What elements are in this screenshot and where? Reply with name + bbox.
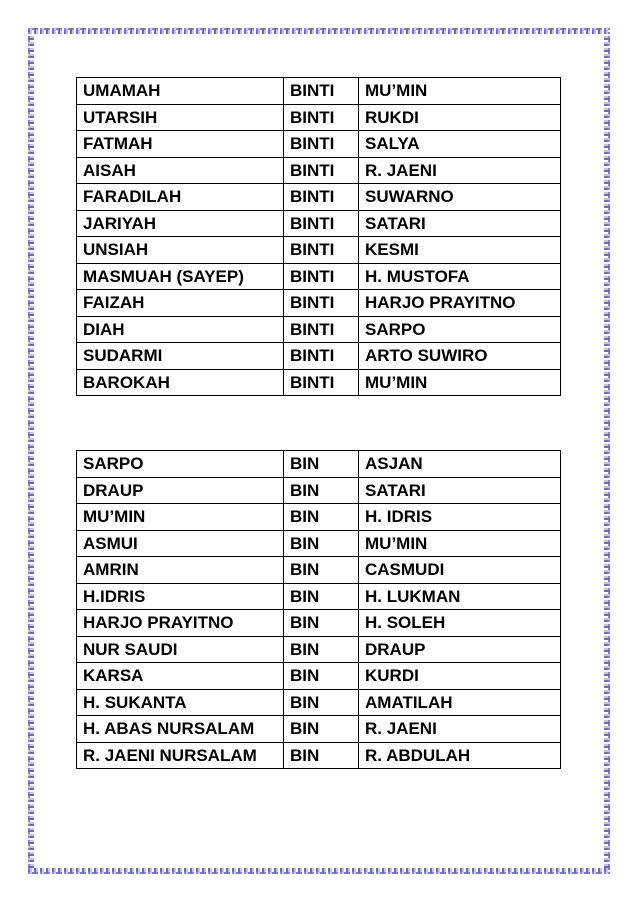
relation-cell: BINTI [284,343,359,370]
person-name-cell: UTARSIH [77,104,284,131]
person-name-cell: DRAUP [77,477,284,504]
parent-name-cell: SUWARNO [359,184,561,211]
parent-name-cell: H. SOLEH [359,610,561,637]
table-row [77,290,561,317]
relation-cell: BINTI [284,131,359,158]
relation-cell: BINTI [284,263,359,290]
person-name-cell: FATMAH [77,131,284,158]
relation-cell: BIN [284,636,359,663]
table-row [77,343,561,370]
parent-name-cell: SATARI [359,477,561,504]
person-name-cell: HARJO PRAYITNO [77,610,284,637]
relation-cell: BIN [284,742,359,769]
relation-cell: BIN [284,663,359,690]
relation-cell: BIN [284,716,359,743]
person-name-cell: SUDARMI [77,343,284,370]
person-name-cell: SARPO [77,451,284,478]
bin-table-body [77,451,561,769]
table-row [77,557,561,584]
person-name-cell: MASMUAH (SAYEP) [77,263,284,290]
table-row [77,184,561,211]
binti-table-body [77,78,561,396]
table-row [77,477,561,504]
parent-name-cell: H. MUSTOFA [359,263,561,290]
parent-name-cell: ASJAN [359,451,561,478]
table-row [77,131,561,158]
parent-name-cell: SATARI [359,210,561,237]
relation-cell: BIN [284,477,359,504]
person-name-cell: NUR SAUDI [77,636,284,663]
person-name-cell: UMAMAH [77,78,284,105]
parent-name-cell: H. LUKMAN [359,583,561,610]
person-name-cell: BAROKAH [77,369,284,396]
parent-name-cell: R. ABDULAH [359,742,561,769]
relation-cell: BIN [284,583,359,610]
parent-name-cell: MU’MIN [359,369,561,396]
table-row [77,369,561,396]
relation-cell: BIN [284,610,359,637]
person-name-cell: H. SUKANTA [77,689,284,716]
person-name-cell: H.IDRIS [77,583,284,610]
table-row [77,663,561,690]
parent-name-cell: R. JAENI [359,157,561,184]
table-row [77,451,561,478]
person-name-cell: AISAH [77,157,284,184]
table-row [77,316,561,343]
person-name-cell: AMRIN [77,557,284,584]
person-name-cell: UNSIAH [77,237,284,264]
parent-name-cell: H. IDRIS [359,504,561,531]
relation-cell: BIN [284,689,359,716]
table-row [77,78,561,105]
relation-cell: BINTI [284,104,359,131]
relation-cell: BIN [284,557,359,584]
table-row [77,104,561,131]
parent-name-cell: MU’MIN [359,530,561,557]
person-name-cell: FARADILAH [77,184,284,211]
person-name-cell: JARIYAH [77,210,284,237]
parent-name-cell: SALYA [359,131,561,158]
person-name-cell: ASMUI [77,530,284,557]
table-row [77,610,561,637]
person-name-cell: FAIZAH [77,290,284,317]
table-row [77,530,561,557]
parent-name-cell: ARTO SUWIRO [359,343,561,370]
parent-name-cell: DRAUP [359,636,561,663]
parent-name-cell: KURDI [359,663,561,690]
table-row [77,636,561,663]
parent-name-cell: R. JAENI [359,716,561,743]
person-name-cell: KARSA [77,663,284,690]
parent-name-cell: RUKDI [359,104,561,131]
relation-cell: BINTI [284,157,359,184]
table-row [77,157,561,184]
binti-table [76,77,561,396]
relation-cell: BIN [284,504,359,531]
table-row [77,210,561,237]
table-row [77,583,561,610]
parent-name-cell: HARJO PRAYITNO [359,290,561,317]
relation-cell: BINTI [284,210,359,237]
person-name-cell: MU’MIN [77,504,284,531]
relation-cell: BINTI [284,316,359,343]
relation-cell: BIN [284,530,359,557]
relation-cell: BINTI [284,237,359,264]
parent-name-cell: KESMI [359,237,561,264]
relation-cell: BINTI [284,78,359,105]
bin-table [76,450,561,769]
table-row [77,504,561,531]
person-name-cell: R. JAENI NURSALAM [77,742,284,769]
person-name-cell: DIAH [77,316,284,343]
parent-name-cell: AMATILAH [359,689,561,716]
parent-name-cell: CASMUDI [359,557,561,584]
relation-cell: BIN [284,451,359,478]
relation-cell: BINTI [284,290,359,317]
relation-cell: BINTI [284,184,359,211]
table-row [77,716,561,743]
table-row [77,263,561,290]
parent-name-cell: SARPO [359,316,561,343]
person-name-cell: H. ABAS NURSALAM [77,716,284,743]
relation-cell: BINTI [284,369,359,396]
table-row [77,742,561,769]
table-row [77,689,561,716]
table-row [77,237,561,264]
parent-name-cell: MU’MIN [359,78,561,105]
